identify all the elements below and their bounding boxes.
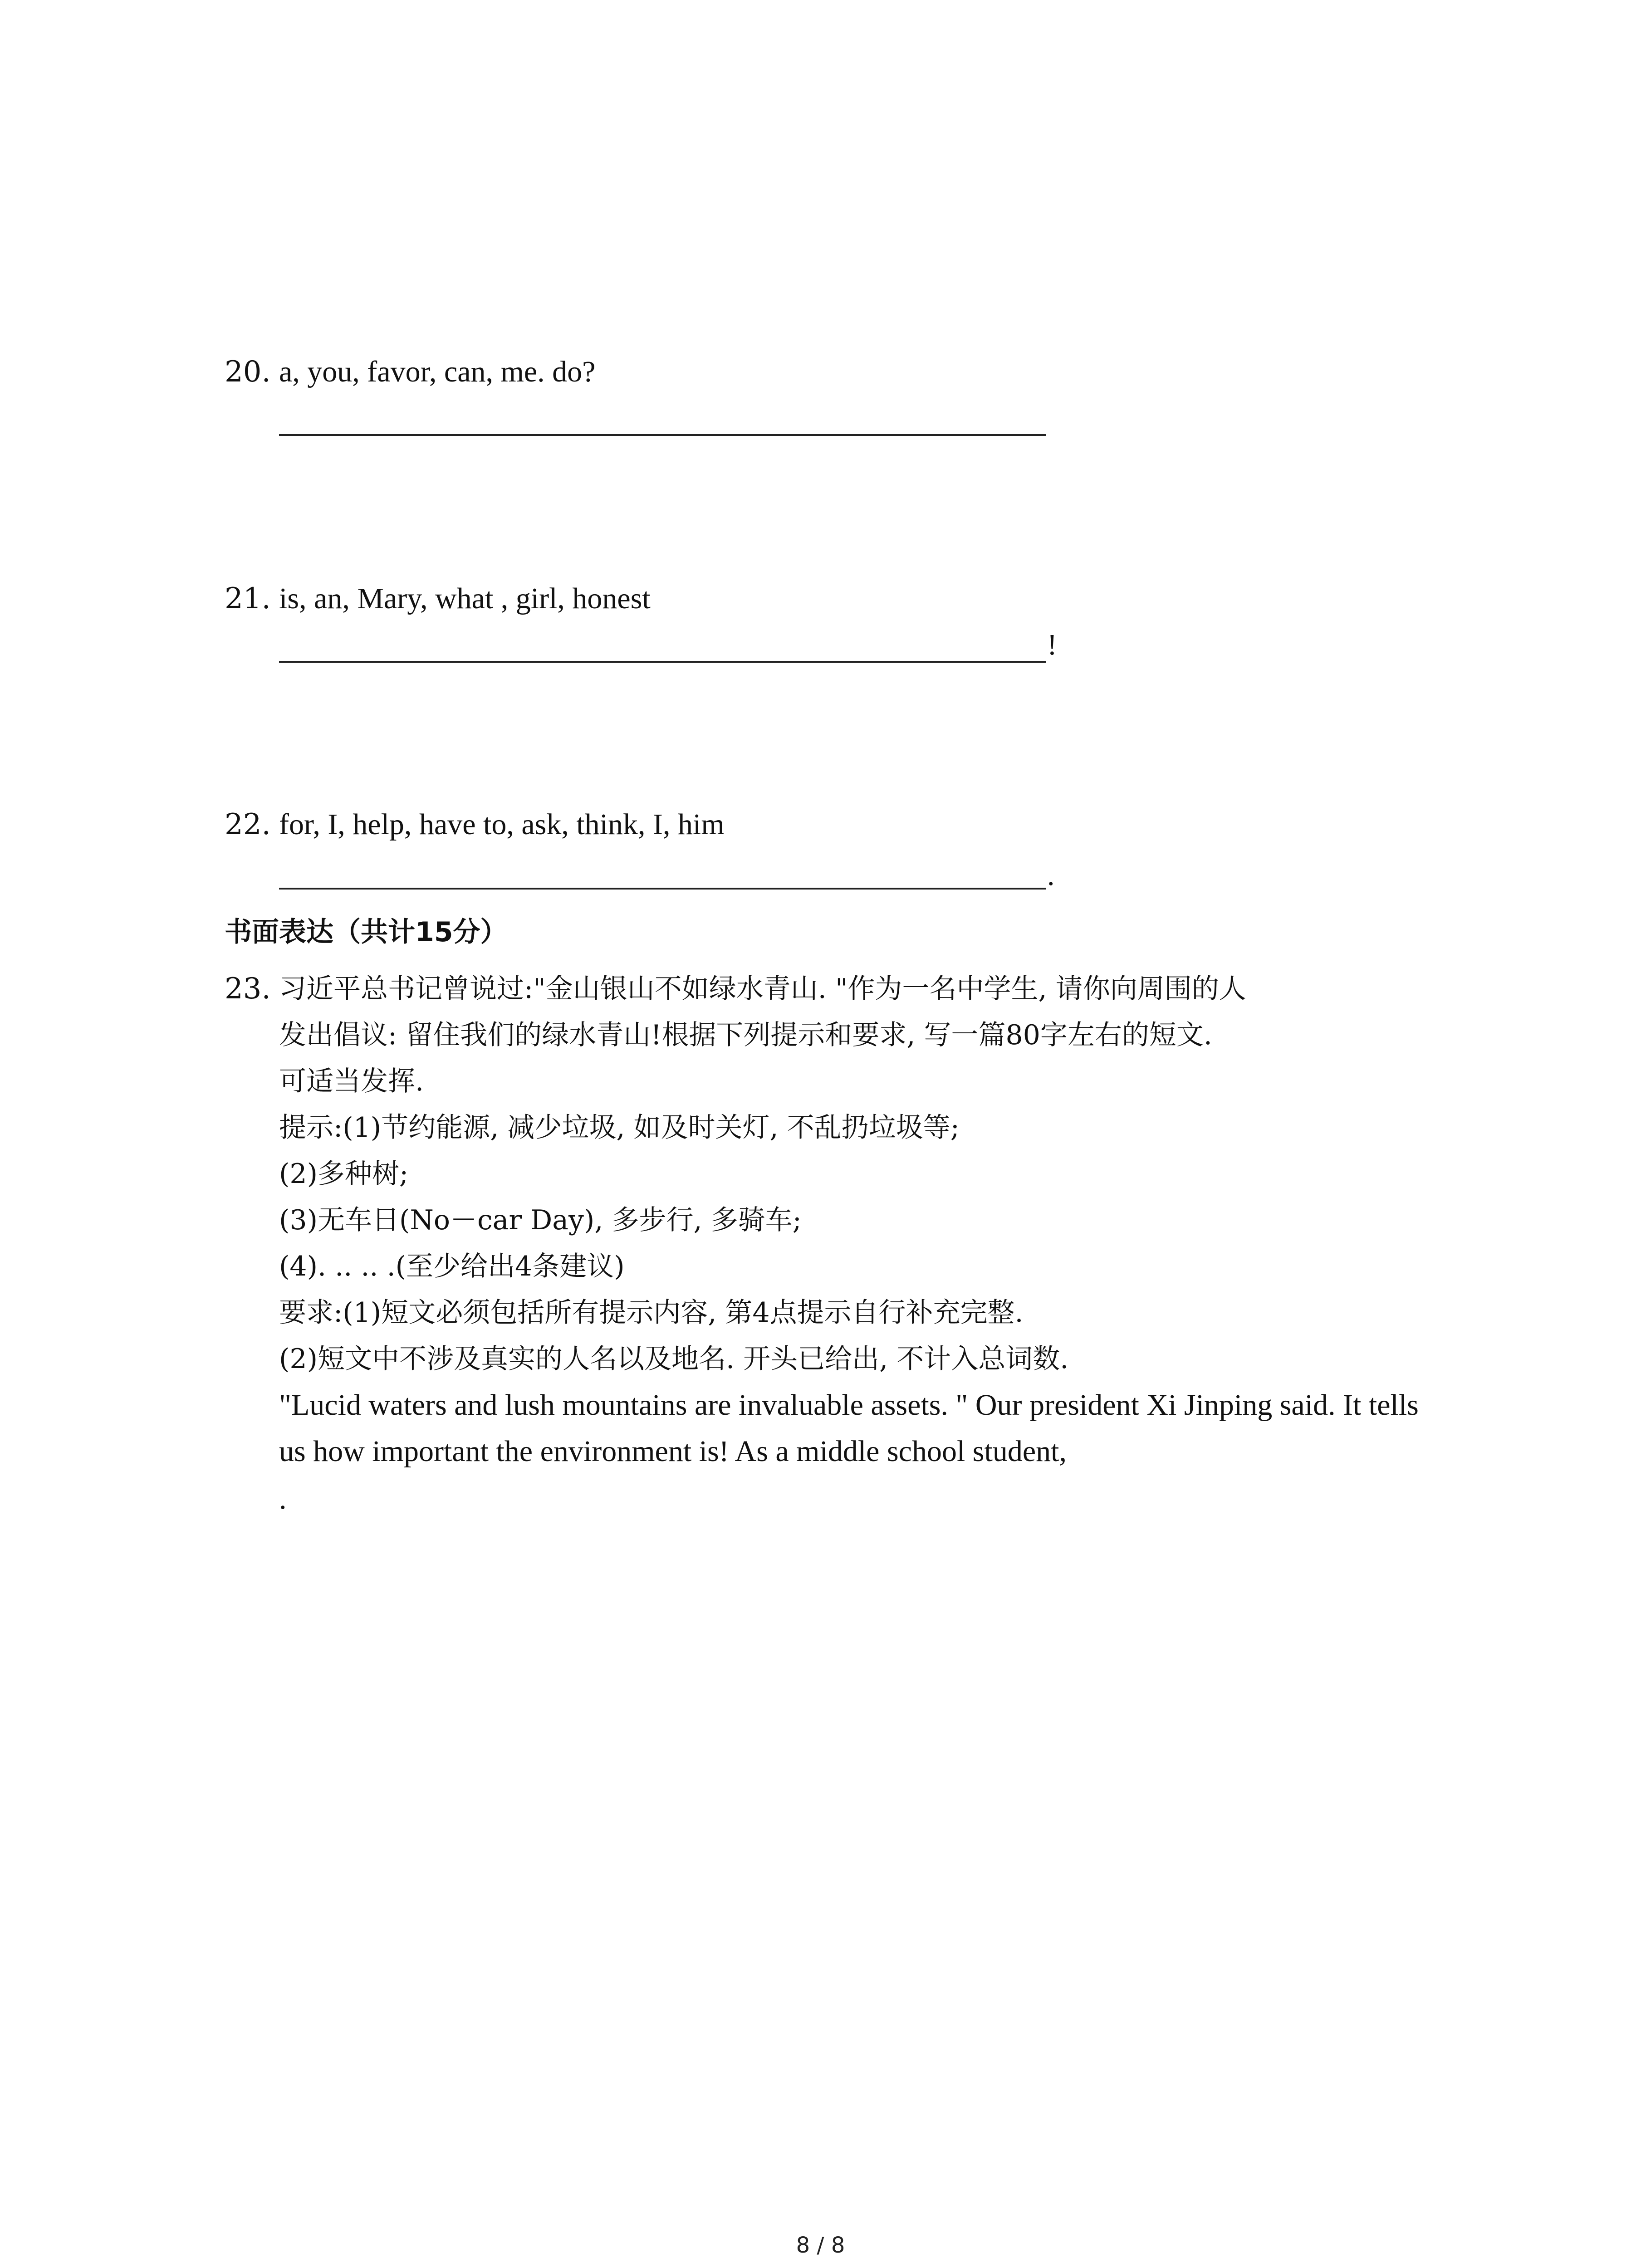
prompt-line: 发出倡议: 留住我们的绿水青山!根据下列提示和要求, 写一篇80字左右的短文. (279, 1019, 1212, 1051)
question-22-answer-line[interactable] (279, 888, 1046, 890)
prompt-line: (3)无车日(No－car Day), 多步行, 多骑车; (279, 1204, 802, 1236)
prompt-line: 提示:(1)节约能源, 减少垃圾, 如及时关灯, 不乱扔垃圾等; (279, 1112, 960, 1144)
prompt-line: (2)多种树; (279, 1158, 409, 1190)
question-21-end-mark: ! (1047, 628, 1057, 661)
prompt-line: 可适当发挥. (279, 1066, 424, 1097)
question-21-answer-line[interactable] (279, 661, 1046, 663)
question-20-answer-line[interactable] (279, 434, 1046, 436)
question-20-words: a, you, favor, can, me. do? (279, 355, 596, 388)
prompt-line: 习近平总书记曾说过:"金山银山不如绿水青山. "作为一名中学生, 请你向周围的人 (279, 973, 1246, 1005)
essay-opening-line: "Lucid waters and lush mountains are invaluable assets. " Our president Xi Jinping said. It tells (279, 1388, 1419, 1422)
question-22-number: 22. (225, 808, 271, 841)
question-22-words: for, I, help, have to, ask, think, I, him (279, 808, 725, 841)
prompt-line: (4). .. .. .(至少给出4条建议) (279, 1251, 625, 1282)
question-21-number: 21. (225, 582, 271, 616)
essay-opening-line: us how important the environment is! As a middle school student, (279, 1435, 1067, 1468)
question-21-words: is, an, Mary, what , girl, honest (279, 582, 651, 615)
essay-answer-end-mark: . (279, 1482, 287, 1515)
page-number: 8 / 8 (796, 2233, 845, 2258)
writing-section-title: 书面表达（共计15分） (225, 916, 508, 948)
prompt-line: 要求:(1)短文必须包括所有提示内容, 第4点提示自行补充完整. (279, 1297, 1024, 1329)
question-22-end-mark: . (1047, 859, 1055, 892)
prompt-line: (2)短文中不涉及真实的人名以及地名. 开头已给出, 不计入总词数. (279, 1343, 1069, 1375)
question-23-number: 23. (225, 972, 271, 1006)
question-20-number: 20. (225, 355, 271, 389)
